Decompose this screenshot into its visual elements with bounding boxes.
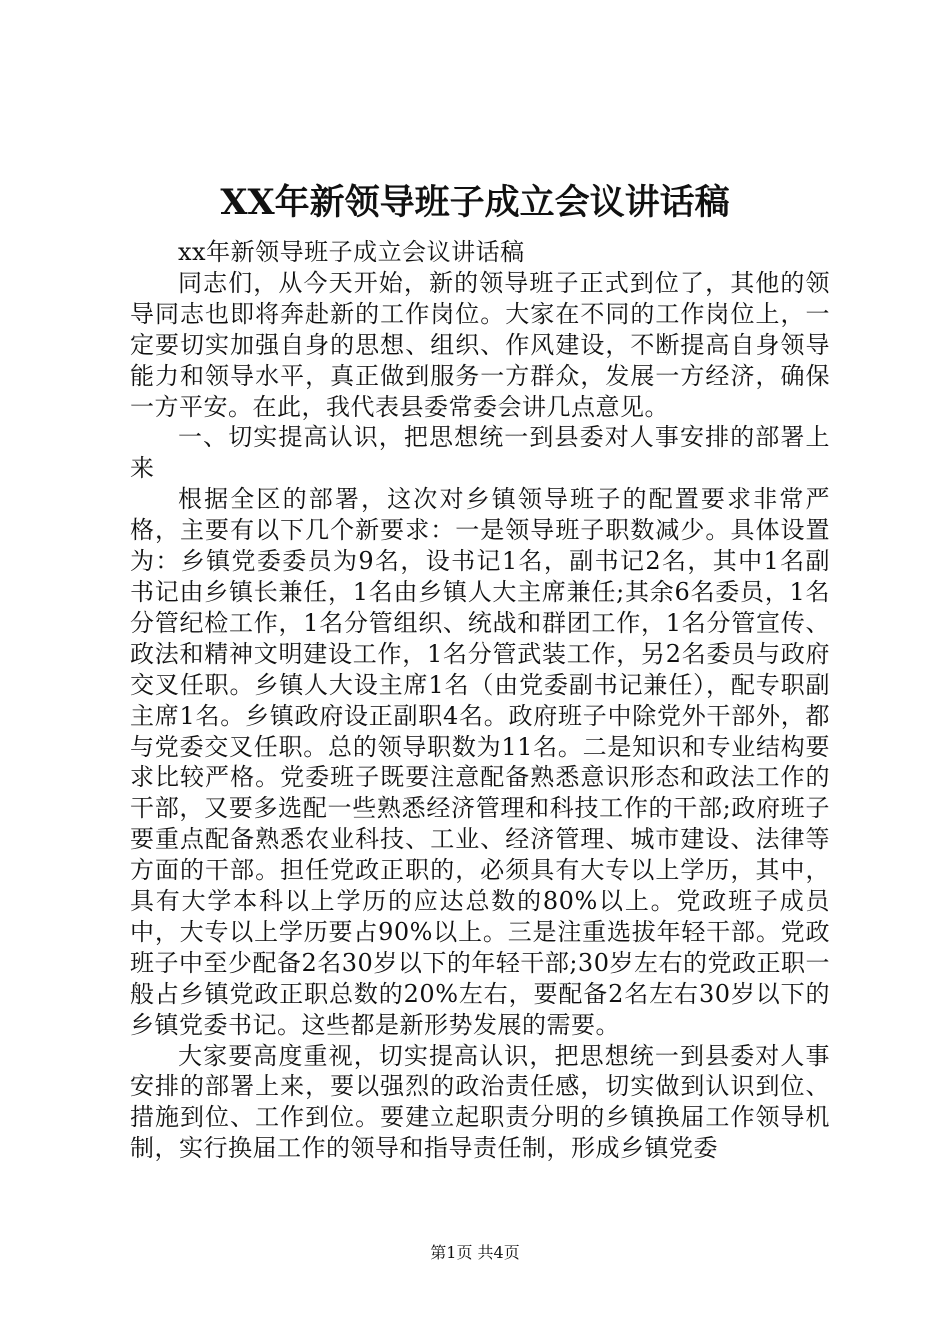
document-title: XX年新领导班子成立会议讲话稿 (220, 182, 730, 223)
document-body (130, 237, 830, 1164)
paragraph-requirements: 根据全区的部署，这次对乡镇领导班子的配置要求非常严格，主要有以下几个新要求：一是领导班子职数减少。具体设置为：乡镇党委委员为9名，设书记1名，副书记2名，其中1名副书记由乡镇长兼任，1名由乡镇人大主席兼任;其余6名委员，1名分管纪检工作，1名分管组织、统战和群团工作，1名分管宣传、政法和精神文明建设工作，1名分管武装工作，另2名委员与政府交叉任职。乡镇人大设主席1名（由党委副书记兼任），配专职副主席1名。乡镇政府设正副职4名。政府班子中除党外干部外，都与党委交叉任职。总的领导职数为11名。二是知识和专业结构要求比较严格。党委班子既要注意配备熟悉意识形态和政法工作的干部，又要多选配一些熟悉经济管理和科技工作的干部;政府班子要重点配备熟悉农业科技、工业、经济管理、城市建设、法律等方面的干部。担任党政正职的，必须具有大专以上学历，其中，具有大学本科以上学历的应达总数的80%以上。党政班子成员中，大专以上学历要占90%以上。三是注重选拔年轻干部。党政班子中至少配备2名30岁以下的年轻干部;30岁左右的党政正职一般占乡镇党政正职总数的20%左右，要配备2名左右30岁以下的乡镇党委书记。这些都是新形势发展的需要。 (130, 485, 830, 1039)
paragraph-subtitle: xx年新领导班子成立会议讲话稿 (178, 238, 525, 266)
paragraph-opening: 同志们，从今天开始，新的领导班子正式到位了，其他的领导同志也即将奔赴新的工作岗位。大家在不同的工作岗位上，一定要切实加强自身的思想、组织、作风建设，不断提高自身领导能力和领导水平，真正做到服务一方群众，发展一方经济，确保一方平安。在此，我代表县委常委会讲几点意见。 (130, 268, 830, 421)
section-heading-1: 一、切实提高认识，把思想统一到县委对人事安排的部署上来 (130, 423, 830, 483)
page-footer: 第1页 共4页 (430, 1243, 520, 1262)
paragraph-conclusion: 大家要高度重视，切实提高认识，把思想统一到县委对人事安排的部署上来，要以强烈的政治责任感，切实做到认识到位、措施到位、工作到位。要建立起职责分明的乡镇换届工作领导机制，实行换届工作的领导和指导责任制，形成乡镇党委 (130, 1041, 830, 1163)
